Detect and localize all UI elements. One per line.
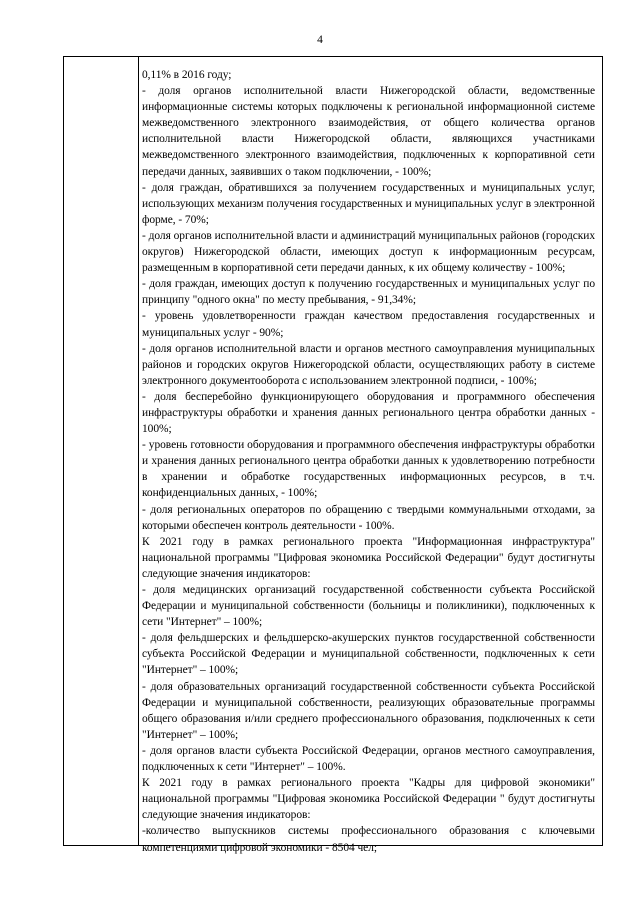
paragraph: - доля образовательных организаций государственной собственности субъекта Российской Федерации и муниципальной собственности, реализующих образовательные программы общего образования и/или среднего профессионального образования, подключенных к сети "Интернет" – 100%; — [142, 680, 595, 741]
paragraph: - доля фельдшерских и фельдшерско-акушерских пунктов государственной собственности субъекта Российской Федерации и муниципальной собственности, подключенных к сети "Интернет" – 100%; — [142, 632, 595, 677]
paragraph: К 2021 году в рамках регионального проекта "Информационная инфраструктура" национальной программы "Цифровая экономика Российской Федерации" будут достигнуты следующие значения индикаторов: — [142, 535, 595, 580]
paragraph: - доля органов исполнительной власти и администраций муниципальных районов (городских округов) Нижегородской области, имеющих доступ к информационным ресурсам, размещенным в корпоративной сети передачи данных, к их общему количеству - 100%; — [142, 229, 595, 275]
column-divider — [138, 57, 139, 845]
paragraph: - доля органов власти субъекта Российской Федерации, органов местного самоуправления, подключенных к сети "Интернет" – 100%. — [142, 744, 595, 774]
paragraph: - доля бесперебойно функционирующего оборудования и программного обеспечения инфраструктуры обработки и хранения данных регионального центра обработки данных - 100%; — [142, 390, 595, 436]
paragraph: 0,11% в 2016 году; — [142, 69, 232, 81]
paragraph: - доля медицинских организаций государственной собственности субъекта Российской Федерации и муниципальной собственности (больницы и поликлиники), подключенных к сети "Интернет" – 100%; — [142, 584, 595, 629]
paragraph: - доля граждан, имеющих доступ к получению государственных и муниципальных услуг по принципу "одного окна" по месту пребывания, - 91,34%; — [142, 278, 595, 307]
paragraph: - уровень готовности оборудования и программного обеспечения инфраструктуры обработки и хранения данных регионального центра обработки данных к удовлетворению потребности в хранении и обработке государственных информационных ресурсов, в т.ч. конфиденциальных данных, - 100%; — [142, 439, 595, 500]
page-number: 4 — [317, 34, 323, 46]
paragraph: - доля региональных операторов по обращению с твердыми коммунальными отходами, за которыми обеспечен контроль деятельности - 100%. — [142, 503, 595, 532]
paragraph: - доля граждан, обратившихся за получением государственных и муниципальных услуг, использующих механизм получения государственных и муниципальных услуг в электронной форме, - 70%; — [142, 181, 595, 226]
paragraph: К 2021 году в рамках регионального проекта "Кадры для цифровой экономики" национальной программы "Цифровая экономика Российской Федерации " будут достигнуты следующие значения индикаторов: — [142, 777, 595, 822]
table-cell-content — [142, 67, 595, 856]
paragraph: - доля органов исполнительной власти Нижегородской области, ведомственные информационные системы которых подключены к региональной информационной системе межведомственного электронного взаимодействия, от общего количества органов исполнительной власти Нижегородской области, являющихся участниками межведомственного электронного взаимодействия, подключенных к корпоративной сети передачи данных, заявивших о таком подключении, - 100%; — [142, 85, 595, 178]
document-table — [63, 56, 603, 854]
paragraph: - уровень удовлетворенности граждан качеством предоставления государственных и муниципальных услуг - 90%; — [142, 310, 595, 339]
paragraph: - доля органов исполнительной власти и органов местного самоуправления муниципальных районов и городских округов Нижегородской области, осуществляющих работу в системе электронного документооборота с использованием электронной подписи, - 100%; — [142, 342, 595, 387]
paragraph: -количество выпускников системы профессионального образования с ключевыми компетенциями цифровой экономики - 8504 чел; — [142, 825, 595, 854]
